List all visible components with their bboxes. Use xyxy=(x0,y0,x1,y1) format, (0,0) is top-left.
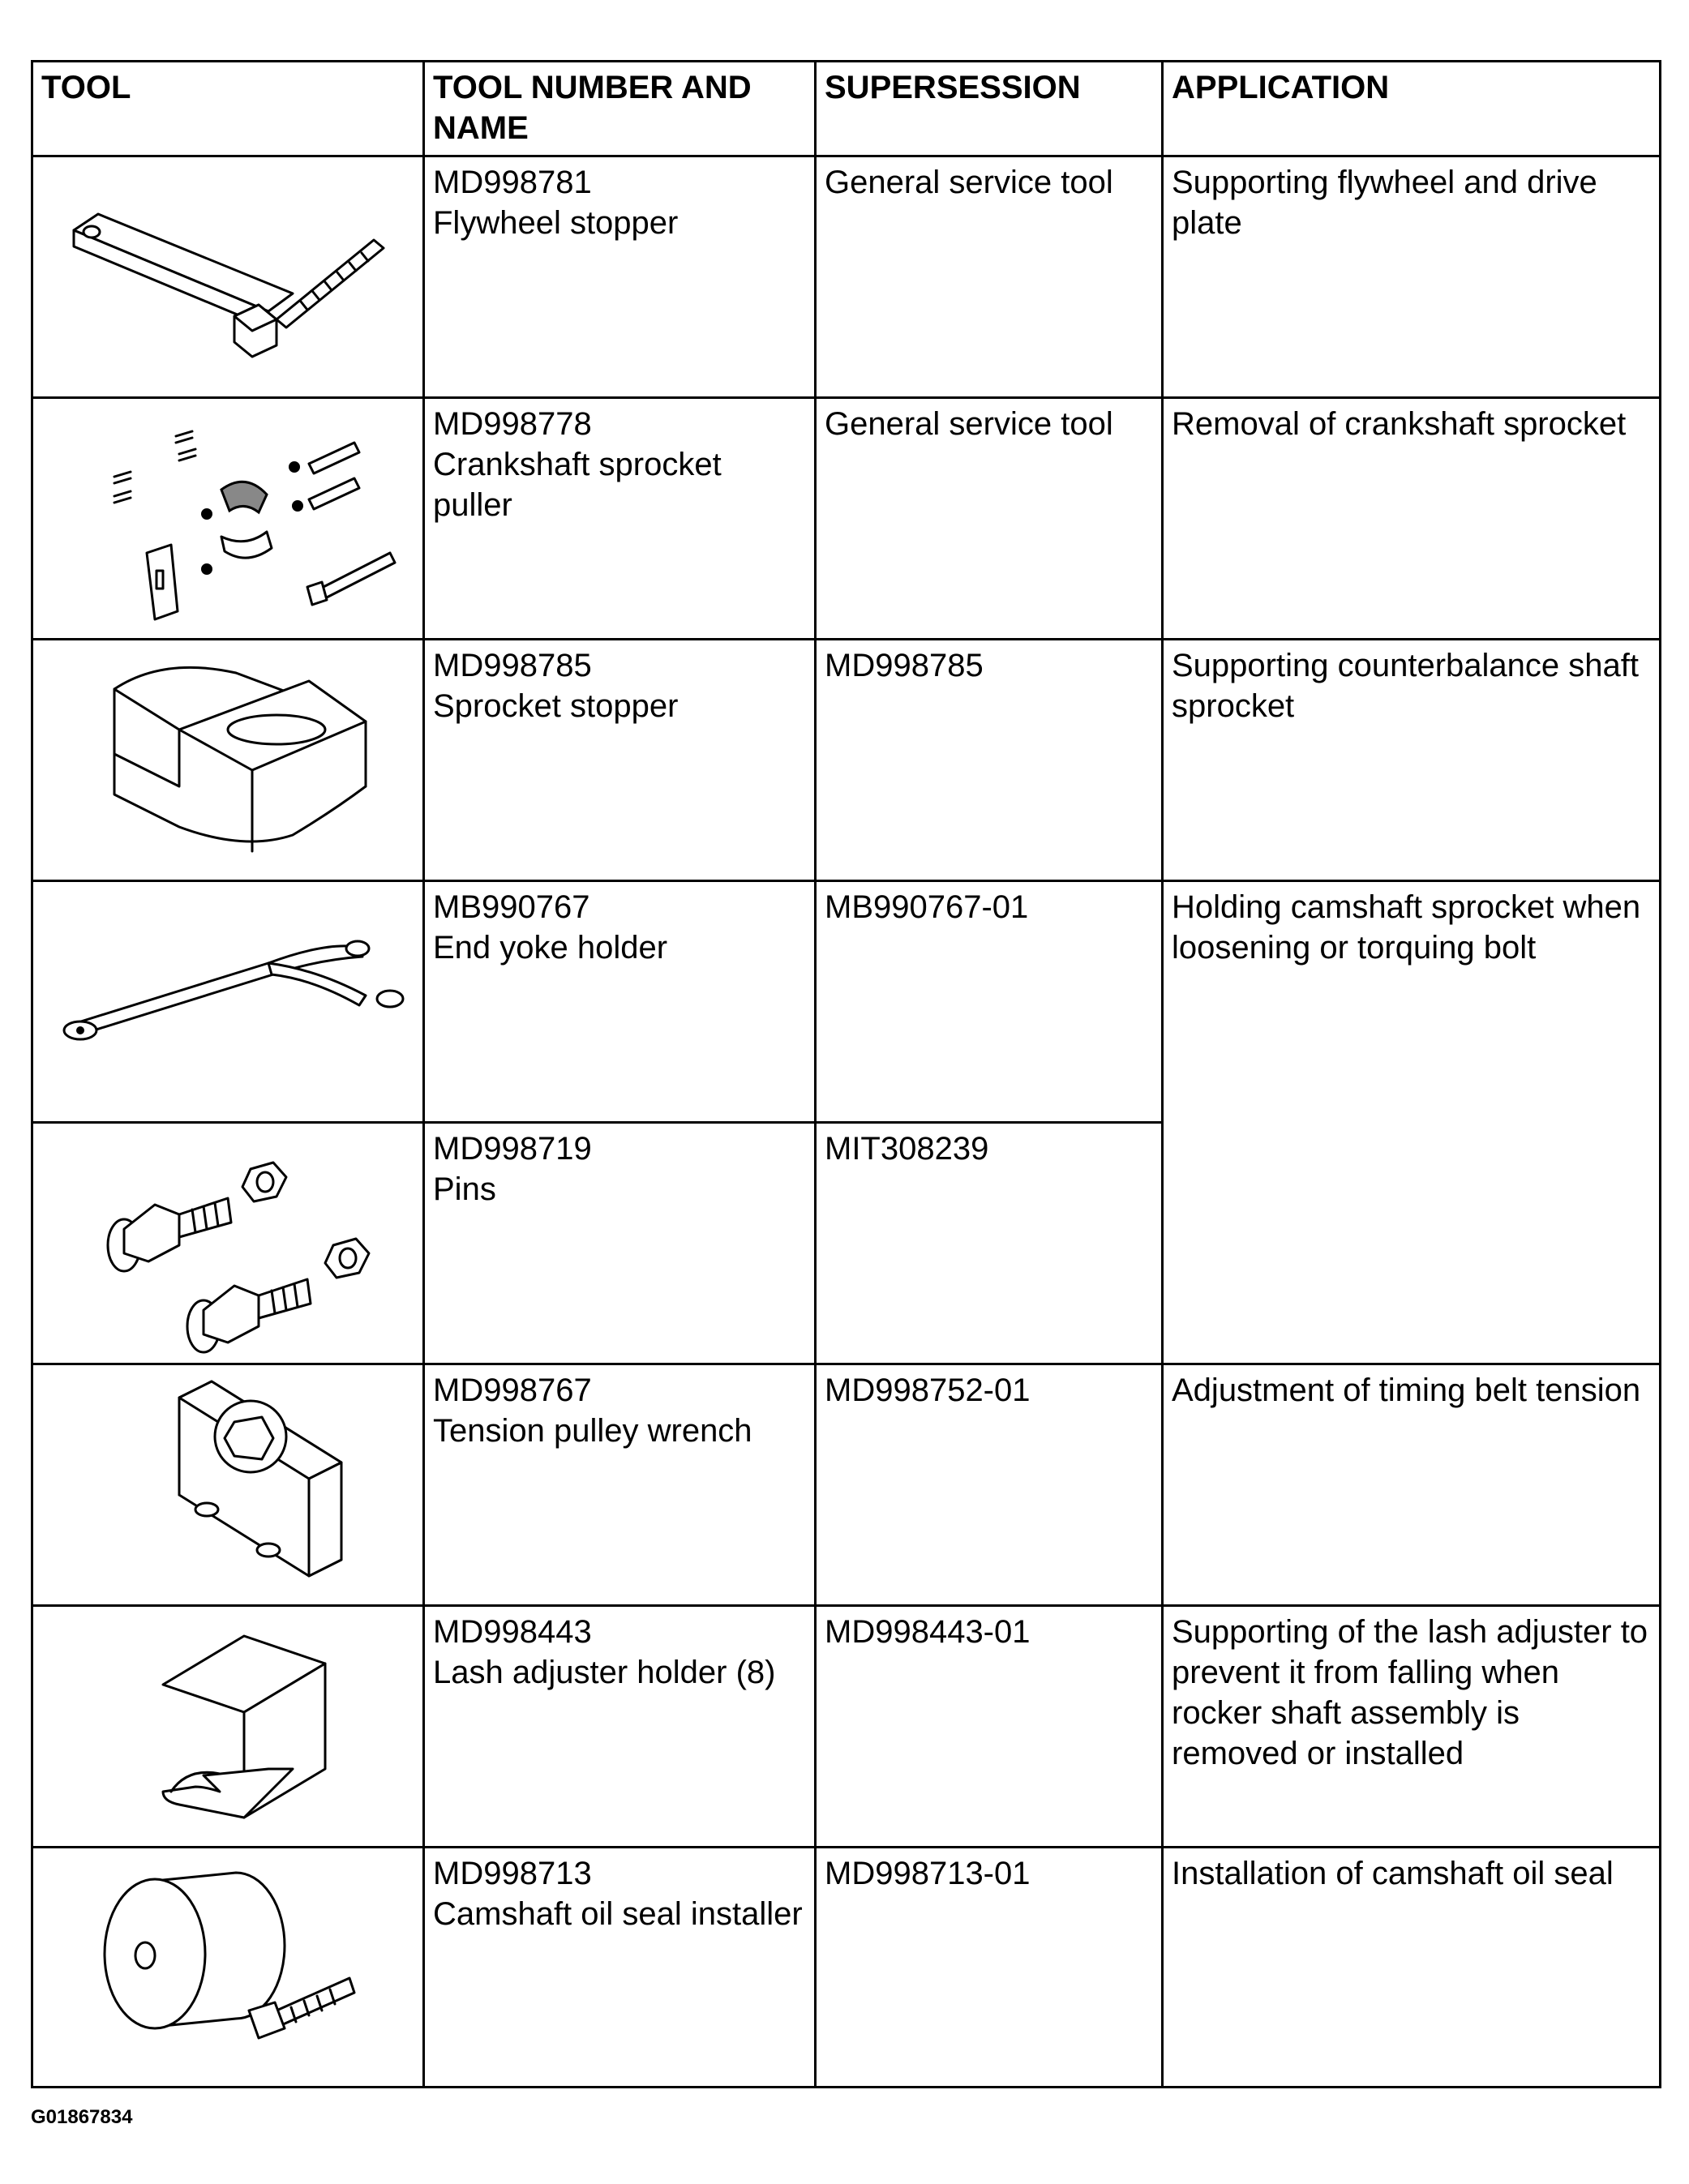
flywheel-stopper-icon xyxy=(33,157,422,392)
supersession-cell: MD998785 xyxy=(816,640,1163,881)
tool-name: Sprocket stopper xyxy=(433,688,679,724)
tool-number: MD998719 xyxy=(433,1131,592,1167)
sprocket-stopper-icon xyxy=(33,640,422,876)
tool-number-name-cell xyxy=(424,398,816,640)
table-row xyxy=(32,398,1661,640)
application-cell: Holding camshaft sprocket when loosening or torquing bolt xyxy=(1163,881,1661,1364)
header-application: APPLICATION xyxy=(1163,62,1661,156)
table-header-row xyxy=(32,62,1661,156)
application-cell: Installation of camshaft oil seal xyxy=(1163,1848,1661,2088)
tension-pulley-wrench-icon xyxy=(33,1365,422,1600)
tool-number: MD998443 xyxy=(433,1614,592,1650)
supersession-cell: MD998752-01 xyxy=(816,1364,1163,1606)
supersession-cell: MD998713-01 xyxy=(816,1848,1163,2088)
table-row xyxy=(32,1606,1661,1848)
tool-number-name-cell xyxy=(424,1364,816,1606)
table-row xyxy=(32,1364,1661,1606)
camshaft-oil-seal-installer-icon xyxy=(33,1848,422,2083)
supersession-cell: MD998443-01 xyxy=(816,1606,1163,1848)
application-cell: Supporting counterbalance shaft sprocket xyxy=(1163,640,1661,881)
tool-number: MB990767 xyxy=(433,889,590,925)
tool-number: MD998778 xyxy=(433,406,592,442)
tool-image-cell xyxy=(32,881,424,1123)
application-cell: Supporting flywheel and drive plate xyxy=(1163,156,1661,398)
table-row xyxy=(32,1848,1661,2088)
tool-image-cell xyxy=(32,398,424,640)
tool-image-cell xyxy=(32,640,424,881)
tool-image-cell xyxy=(32,1848,424,2088)
tool-name: Crankshaft sprocket puller xyxy=(433,447,722,523)
header-supersession: SUPERSESSION xyxy=(816,62,1163,156)
tool-number: MD998785 xyxy=(433,648,592,683)
tool-image-cell xyxy=(32,1123,424,1364)
application-cell: Removal of crankshaft sprocket xyxy=(1163,398,1661,640)
table-row xyxy=(32,156,1661,398)
tool-number: MD998713 xyxy=(433,1856,592,1891)
tool-name: Pins xyxy=(433,1171,496,1207)
application-cell: Adjustment of timing belt tension xyxy=(1163,1364,1661,1606)
header-number-name: TOOL NUMBER AND NAME xyxy=(424,62,816,156)
lash-adjuster-holder-icon xyxy=(33,1607,422,1842)
figure-id: G01867834 xyxy=(31,2106,133,2128)
special-tools-table xyxy=(31,60,1661,2088)
supersession-cell: MIT308239 xyxy=(816,1123,1163,1364)
tool-number-name-cell xyxy=(424,881,816,1123)
tool-number: MD998767 xyxy=(433,1372,592,1408)
tool-number-name-cell xyxy=(424,1123,816,1364)
tool-image-cell xyxy=(32,1606,424,1848)
tool-name: Lash adjuster holder (8) xyxy=(433,1655,776,1690)
tool-name: Tension pulley wrench xyxy=(433,1413,752,1449)
table-row xyxy=(32,640,1661,881)
tool-number-name-cell xyxy=(424,640,816,881)
supersession-cell: MB990767-01 xyxy=(816,881,1163,1123)
table-row xyxy=(32,881,1661,1123)
tool-number: MD998781 xyxy=(433,165,592,200)
end-yoke-holder-icon xyxy=(33,882,422,1117)
tool-name: Flywheel stopper xyxy=(433,205,679,241)
tool-number-name-cell xyxy=(424,1848,816,2088)
tool-name: Camshaft oil seal installer xyxy=(433,1896,803,1932)
header-tool: TOOL xyxy=(32,62,424,156)
pins-icon xyxy=(33,1124,422,1359)
supersession-cell: General service tool xyxy=(816,156,1163,398)
tool-number-name-cell xyxy=(424,156,816,398)
supersession-cell: General service tool xyxy=(816,398,1163,640)
tool-image-cell xyxy=(32,156,424,398)
tool-image-cell xyxy=(32,1364,424,1606)
tool-name: End yoke holder xyxy=(433,930,668,966)
crankshaft-sprocket-puller-icon xyxy=(33,399,422,634)
tool-number-name-cell xyxy=(424,1606,816,1848)
application-cell: Supporting of the lash adjuster to prevent it from falling when rocker shaft assembly is removed or installed xyxy=(1163,1606,1661,1848)
